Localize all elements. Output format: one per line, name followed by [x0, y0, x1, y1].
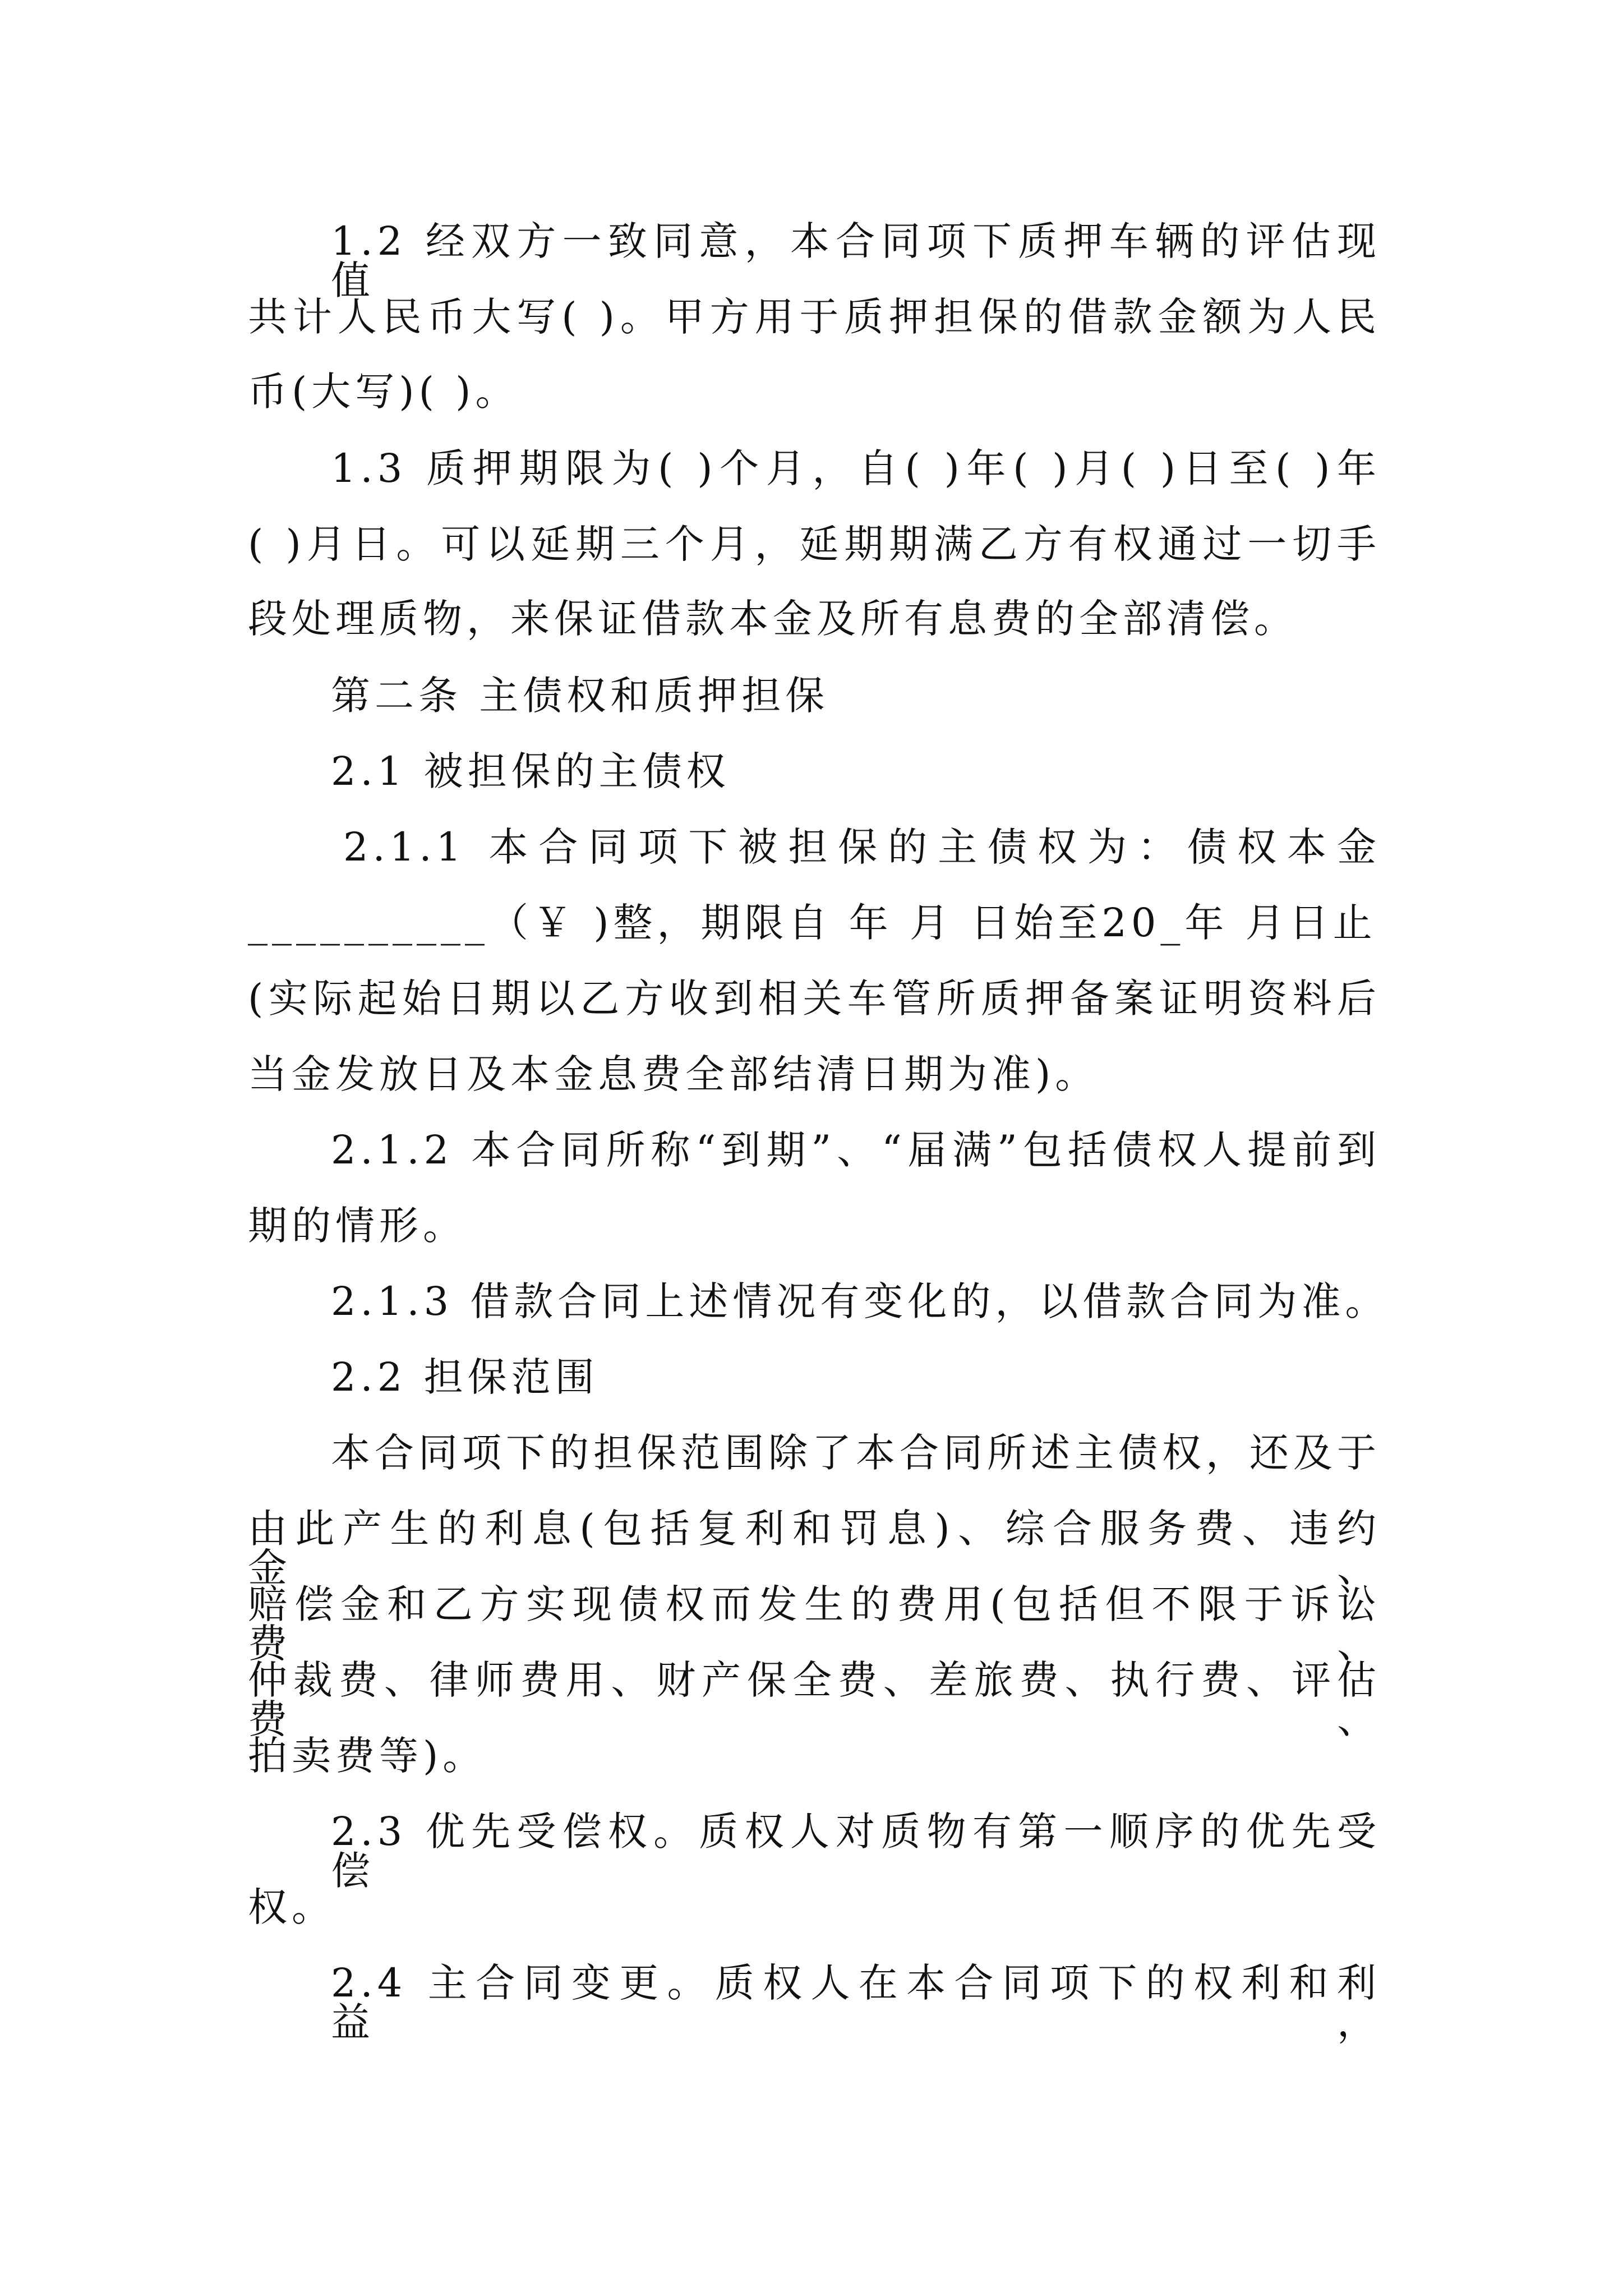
- clause-2-2-line-4: 仲裁费、律师费用、财产保全费、差旅费、执行费、评估费、: [248, 1657, 1381, 1742]
- clause-2-1-3: 2.1.3 借款合同上述情况有变化的，以借款合同为准。: [331, 1278, 1389, 1324]
- clause-2-1-1-line-1: 2.1.1 本合同项下被担保的主债权为：债权本金: [343, 824, 1381, 870]
- clause-2-1-1-line-4: 当金发放日及本金息费全部结清日期为准)。: [248, 1051, 1099, 1097]
- clause-1-2-line-3: 币(大写)( )。: [248, 369, 519, 415]
- clause-2-2-line-3: 赔偿金和乙方实现债权而发生的费用(包括但不限于诉讼费、: [248, 1581, 1381, 1667]
- clause-1-2-line-2: 共计人民币大写( )。甲方用于质押担保的借款金额为人民: [248, 294, 1381, 340]
- clause-2-1-heading: 2.1 被担保的主债权: [331, 748, 730, 794]
- clause-2-3-line-1: 2.3 优先受偿权。质权人对质物有第一顺序的优先受偿: [331, 1809, 1381, 1894]
- clause-2-2-line-2: 由此产生的利息(包括复利和罚息)、综合服务费、违约金、: [248, 1506, 1381, 1591]
- clause-2-3-line-2: 权。: [248, 1884, 335, 1930]
- clause-1-3-line-2: ( )月日。可以延期三个月，延期期满乙方有权通过一切手: [248, 521, 1381, 567]
- clause-1-3-line-3: 段处理质物，来保证借款本金及所有息费的全部清偿。: [248, 596, 1298, 642]
- clause-2-4-line-1: 2.4 主合同变更。质权人在本合同项下的权利和利益，: [331, 1960, 1381, 2045]
- clause-1-2-line-1: 1.2 经双方一致同意，本合同项下质押车辆的评估现值: [331, 218, 1381, 303]
- clause-2-2-heading: 2.2 担保范围: [331, 1354, 599, 1400]
- clause-2-2-line-1: 本合同项下的担保范围除了本合同所述主债权，还及于: [331, 1430, 1381, 1476]
- clause-1-3-line-1: 1.3 质押期限为( )个月，自( )年( )月( )日至( )年: [331, 445, 1381, 491]
- clause-2-1-1-line-3: (实际起始日期以乙方收到相关车管所质押备案证明资料后: [248, 976, 1381, 1022]
- article-2-heading: 第二条 主债权和质押担保: [331, 673, 829, 719]
- clause-2-1-2-line-2: 期的情形。: [248, 1203, 467, 1249]
- clause-2-1-2-line-1: 2.1.2 本合同所称“到期”、“届满”包括债权人提前到: [331, 1127, 1381, 1173]
- clause-2-2-line-5: 拍卖费等)。: [248, 1733, 487, 1779]
- clause-2-1-1-line-2: __________（￥ )整，期限自 年 月 日始至20_年 月日止: [248, 900, 1377, 946]
